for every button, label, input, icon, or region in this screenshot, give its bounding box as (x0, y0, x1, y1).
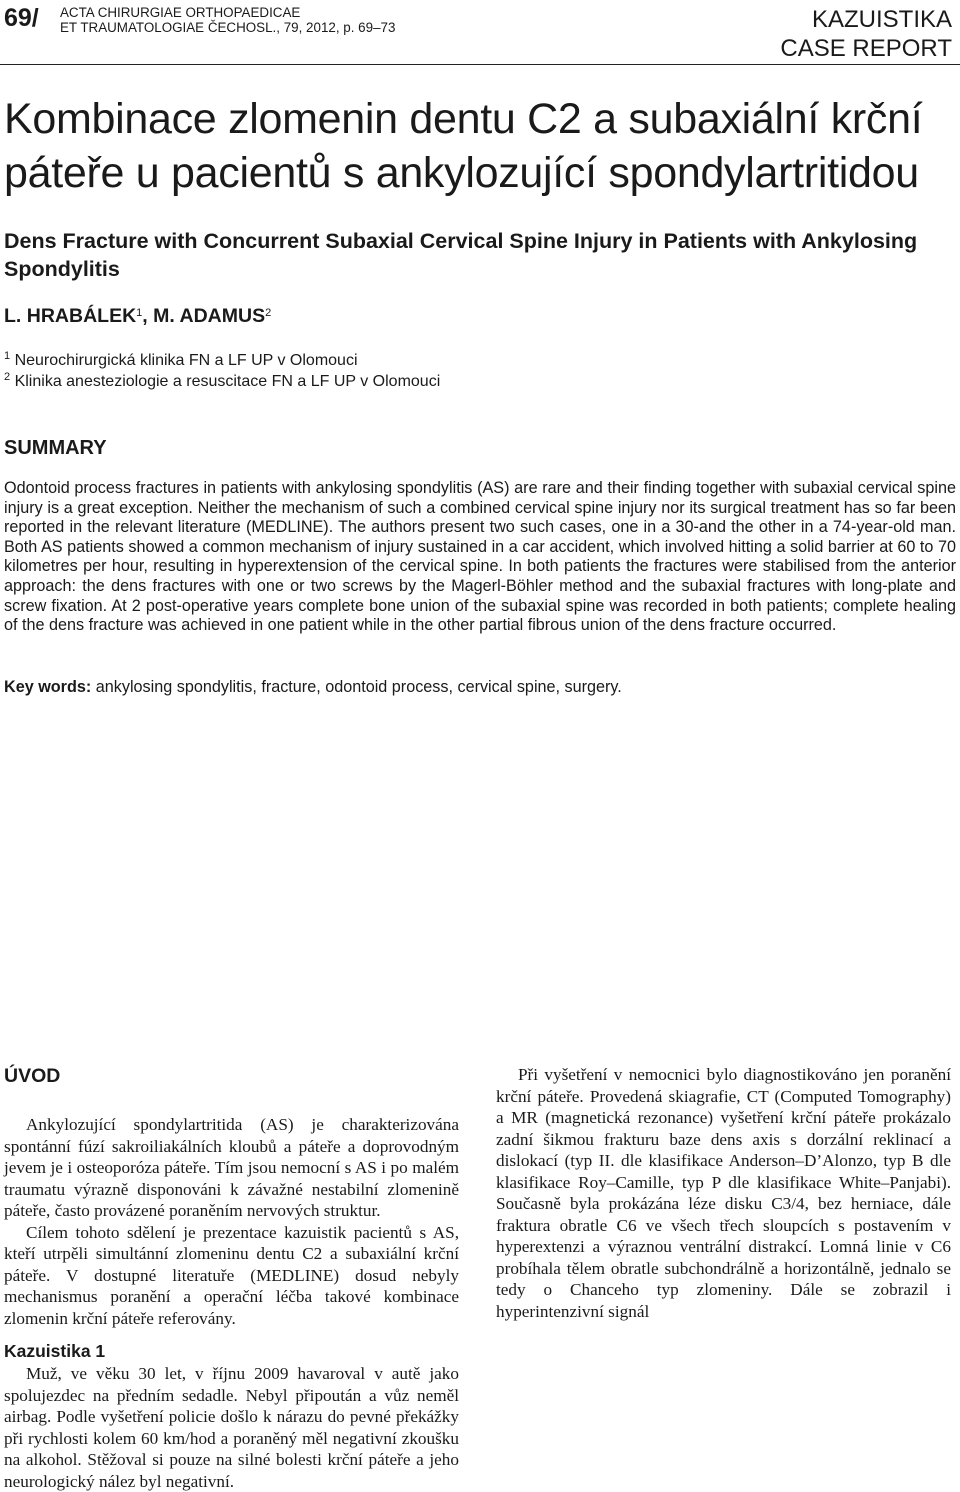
affiliation-text: Neurochirurgická klinika FN a LF UP v Olomouci (14, 352, 358, 369)
affiliation-list (4, 350, 440, 392)
keywords (4, 677, 956, 697)
affiliation-mark: 1 (4, 350, 11, 362)
journal-issue: ET TRAUMATOLOGIAE ČECHOSL., 79, 2012, p. 69–73 (60, 20, 396, 35)
journal-citation (60, 5, 395, 35)
intro-paragraph: Ankylozující spondylartritida (AS) je charakterizována spontánní fúzí sakroiliakálních kloubů a páteře a doprovodným jevem je i osteoporóza páteře. Tím jsou nemocní s AS i po malém traumatu výrazně disponováni k závažné nestabilní zlomenině páteře, často provázené poraněním nervových struktur. (4, 1115, 459, 1220)
article-type-en: CASE REPORT (780, 35, 952, 62)
affiliation-mark: 2 (4, 371, 11, 383)
page-number: 69/ (4, 4, 39, 32)
author-affiliation-mark: 1 (136, 307, 143, 319)
author-separator: , (142, 305, 154, 327)
summary-heading: SUMMARY (4, 437, 107, 459)
article-type (780, 5, 952, 63)
case-paragraph: Muž, ve věku 30 let, v říjnu 2009 havaroval v autě jako spolujezdec na předním sedadle. Nebyl připoután a vůz neměl airbag. Podle vyšetření policie došlo k nárazu do pevné překážky při rychlosti kolem 60 km/hod a poraněný měl negativní zkoušku na alkohol. Stěžoval si pouze na silné bolesti krční páteře a jeho neurologický nález byl negativní. (4, 1364, 459, 1491)
case-paragraph: Při vyšetření v nemocnici bylo diagnostikováno jen poranění krční páteře. Provedená skiagrafie, CT (Computed Tomography) a MR (magnetická rezonance) vyšetření krční páteře prokázalo zadní šikmou frakturu baze dens axis s dorzální reklinací a dislokací (typ II. dle klasifikace Anderson–D’Alonzo, typ B dle klasifikace Roy–Camille, typ P dle klasifikace White–Panjabi). Současně byla prokázána léze disku C3/4, bez herniace, dále fraktura obratle C6 ve všech třech sloupcích s postavením v hyperextenzi a výraznou ventrální distrakcí. Lomná linie v C6 probíhala tělem obratle subchondrálně a horizontálně, jednalo se tedy o Chanceho typ zlomeniny. Dále se zobrazil i hyperintenzivní signál (496, 1065, 951, 1321)
author-name: L. HRABÁLEK (4, 305, 137, 327)
intro-paragraph: Cílem tohoto sdělení je prezentace kazuistik pacientů s AS, kteří utrpěli simultánní zlomeninu dentu C2 a subaxiální krční páteře. V dostupné literatuře (MEDLINE) dosud nebyly mechanismus poranění a operační léčba takové kombinace zlomenin krční páteře referovány. (4, 1222, 459, 1328)
affiliation-item (4, 350, 440, 371)
author-affiliation-mark: 2 (265, 307, 272, 319)
keywords-label: Key words: (4, 678, 92, 696)
header-divider (0, 64, 960, 65)
affiliation-text: Klinika anesteziologie a resuscitace FN a LF UP v Olomouci (14, 373, 441, 390)
author-list (4, 304, 271, 328)
case-heading: Kazuistika 1 (4, 1341, 106, 1361)
keywords-text: ankylosing spondylitis, fracture, odontoid process, cervical spine, surgery. (91, 678, 622, 696)
body-column-left (4, 1064, 459, 1492)
summary-text: Odontoid process fractures in patients with ankylosing spondylitis (AS) are rare and their finding together with subaxial cervical spine injury is a great exception. Neither the mechanism of such a combined cervical spine injury nor its surgical treatment has so far been reported in the relevant literature (MEDLINE). The authors present two such cases, one in a 30-and the other in a 74-year-old man. Both AS patients showed a common mechanism of injury sustained in a car accident, which involved hitting a solid barrier at 60 to 70 kilometres per hour, resulting in hyperextension of the cervical spine. In both patients the fractures were stabilised from the anterior approach: the dens fractures with one or two screws by the Magerl-Böhler method and the subaxial fractures with long-plate and screw fixation. At 2 post-operative years complete bone union of the subaxial spine was recorded in both patients; complete healing of the dens fracture was achieved in one patient while in the other partial fibrous union of the dens fracture occurred. (4, 479, 956, 635)
journal-name: ACTA CHIRURGIAE ORTHOPAEDICAE (60, 5, 301, 20)
article-subtitle: Dens Fracture with Concurrent Subaxial Cervical Spine Injury in Patients with Ankylosing Spondylitis (4, 229, 918, 281)
author-name: M. ADAMUS (153, 305, 266, 327)
body-column-right (496, 1064, 951, 1322)
affiliation-item (4, 371, 440, 392)
intro-heading: ÚVOD (4, 1065, 61, 1087)
article-title: Kombinace zlomenin dentu C2 a subaxiální krční páteře u pacientů s ankylozující spondylartritidou (4, 95, 923, 197)
article-type-cz: KAZUISTIKA (811, 6, 952, 33)
